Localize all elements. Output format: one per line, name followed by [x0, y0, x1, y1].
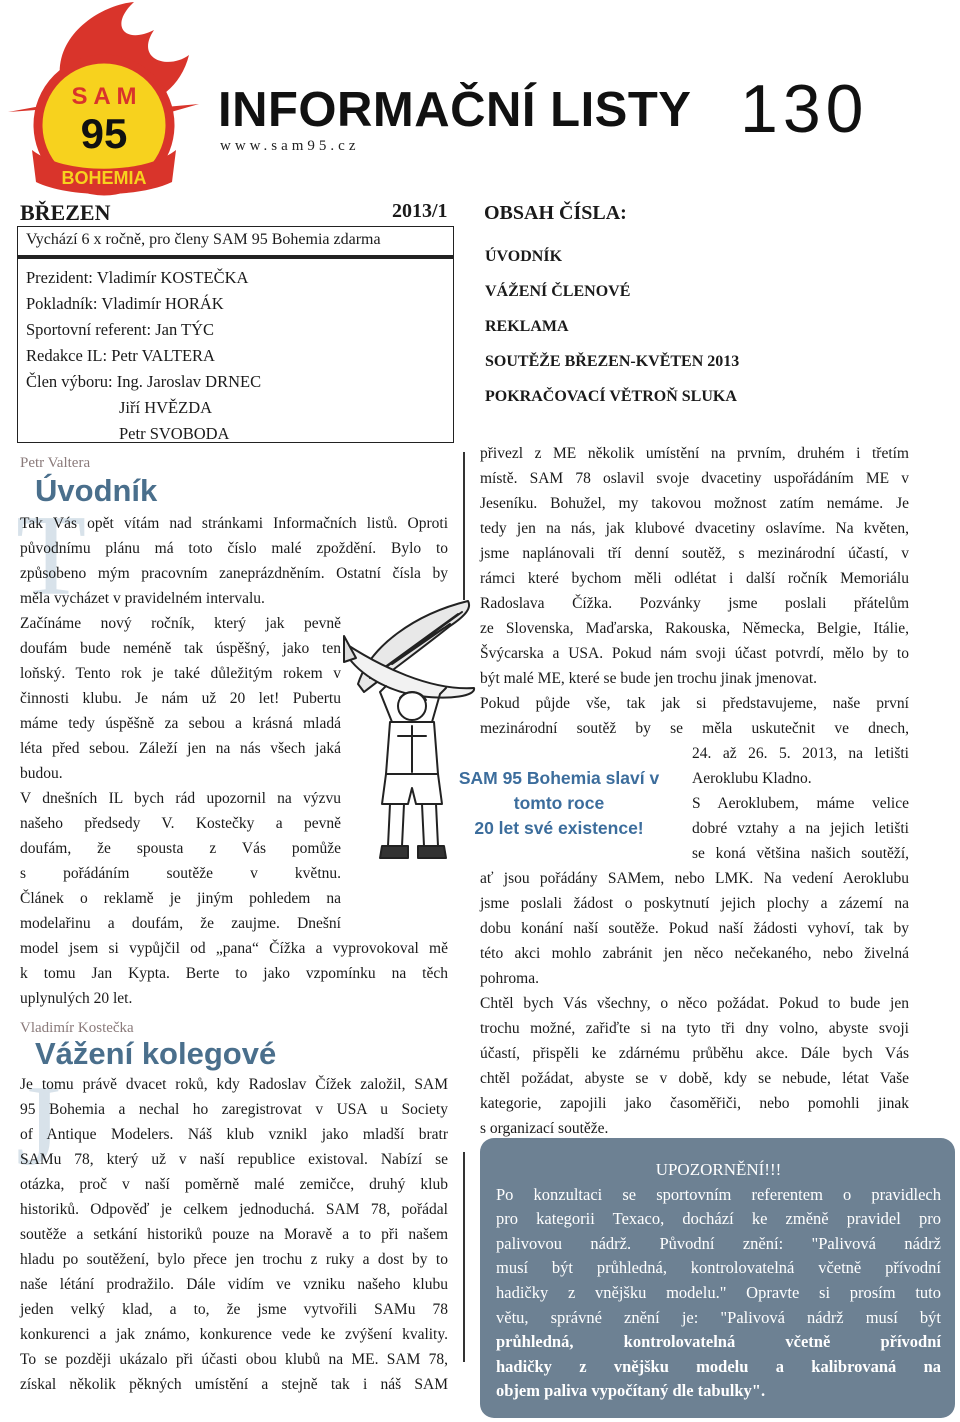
- text-line: 24. až 26. 5. 2013, na letišti: [692, 745, 909, 762]
- text-line: 95 Bohemia a nechal ho zaregistrovat v USA u Society: [20, 1101, 448, 1118]
- right-column-body-bottom: [480, 866, 909, 1141]
- website-link[interactable]: www.sam95.cz: [220, 138, 360, 154]
- text-line: činnosti klubu. Je nám už 20 let! Pubertu: [20, 690, 341, 707]
- text-line: jsme naplánovali tří denní soutěž, s mezinárodní účastí, v: [480, 545, 909, 562]
- logo-bohemia-text: BOHEMIA: [61, 168, 147, 188]
- text-line: model jsem si vypůjčil od „pana“ Čížka a vyprovokoval mě: [20, 940, 448, 957]
- text-line: získal několik pěkných umístění a stejně tak i náš SAM: [20, 1376, 448, 1393]
- text-line: soutěže a setkání historiků pouze na Moravě a to při našem: [20, 1226, 448, 1243]
- text-line: otázka, proč v naší poměrně malé zemičce, druhý klub: [20, 1176, 448, 1193]
- notice-box: [480, 1138, 955, 1418]
- notice-line: pro kategorii Texaco, dochází ke změně pravidel pro: [496, 1209, 941, 1229]
- text-line: se koná většina našich soutěží,: [692, 845, 909, 862]
- text-line: jsme poslali žádost o poskytnutí jejich plochy a zázemí na: [480, 895, 909, 912]
- article2-author: Vladimír Kostečka: [20, 1020, 134, 1036]
- infobox-line: Redakce IL: Petr VALTERA: [26, 346, 215, 365]
- article2-dropcap: J: [16, 1062, 61, 1189]
- notice-line: hadičky z vnějšku modelu." Opravte si prosím tuto: [496, 1282, 941, 1302]
- text-line: této akci mohlo zabránit jen něco nečekaného, nebo živelná: [480, 945, 909, 962]
- text-line: Tak Vás opět vítám nad stránkami Informačních listů. Oproti: [20, 515, 448, 532]
- text-line: původnímu plánu má toto číslo malé zpoždění. Bylo to: [20, 540, 448, 557]
- right-column-body-top: [480, 441, 909, 741]
- text-line: Jeseníku. Bohužel, my takovou možnost zatím nemáme. Je: [480, 495, 909, 512]
- infobox-line: Prezident: Vladimír KOSTEČKA: [26, 268, 249, 287]
- notice-line: větu, správné znění je: "Palivová nádrž musí být: [496, 1307, 941, 1327]
- text-line: of Antique Modelers. Náš klub vznikl jako mladší bratr: [20, 1126, 448, 1143]
- infobox-line: Člen výboru: Ing. Jaroslav DRNEC: [26, 372, 262, 391]
- text-line: dobu konání naší soutěže. Pokud naší žádosti vyhoví, tak by: [480, 920, 909, 937]
- logo-sam-text: S A M: [71, 83, 137, 110]
- notice-line: Po konzultaci se sportovním referentem o pravidlech: [496, 1184, 941, 1204]
- column-divider-bottom: [463, 1152, 465, 1362]
- quote-line: 20 let své existence!: [474, 818, 644, 838]
- text-line: doufám, že spousta z Vás pomůže: [20, 840, 341, 857]
- text-line: Švýcarska a USA. Pokud nám svoji účast potvrdí, mělo by to: [480, 645, 909, 662]
- article2-body: [20, 1072, 448, 1397]
- notice-line: hadičky z vnějšku modelu a kalibrovaná na: [496, 1356, 941, 1376]
- text-line: s pořádáním soutěže v květnu.: [20, 865, 341, 882]
- text-line: hladu po soutěžení, bylo přece jen trochu z ruky a dost by to: [20, 1251, 448, 1268]
- text-line: přivezl z ME několik umístění na prvním, druhém i třetím: [480, 445, 909, 462]
- logo-95-text: 95: [80, 110, 128, 157]
- masthead-title: INFORMAČNÍ LISTY: [218, 83, 692, 137]
- article2-heading: Vážení kolegové: [35, 1036, 277, 1071]
- sam95-bohemia-logo: [4, 0, 204, 200]
- text-line: léta před sebou. Záleží jen na nás všech jaká: [20, 740, 341, 757]
- text-line: historiků. Odpověď je celkem jednoduchá. SAM 78, pořádal: [20, 1201, 448, 1218]
- notice-line: průhledná, kontrolovatelná včetně přívodní: [496, 1332, 941, 1352]
- text-line: kategorie, zapojili jako časoměřiči, nebo pomohli jinak: [480, 1095, 909, 1112]
- text-line: mezinárodní soutěž by se měla uskutečnit ve dnech,: [480, 720, 909, 737]
- text-line: S Aeroklubem, máme velice: [692, 795, 909, 812]
- text-line: místě. SAM 78 oslavil svoje dvacetiny uspořádáním ME v: [480, 470, 909, 487]
- toc-item[interactable]: ÚVODNÍK: [485, 248, 563, 265]
- toc-title: OBSAH ČÍSLA:: [484, 202, 627, 224]
- toc-item[interactable]: POKRAČOVACÍ VĚTROŇ SLUKA: [485, 388, 737, 405]
- article1-heading: Úvodník: [35, 473, 158, 508]
- text-line: způsobeno mým pracovním zaneprázdněním. Ostatní čísla by: [20, 565, 448, 582]
- text-line: jeden velký klad, a to, že jsme vytvořili SAMu 78: [20, 1301, 448, 1318]
- notice-line: palivovou nádrž. Původní znění: "Palivová nádrž: [496, 1233, 941, 1253]
- text-line: Chtěl bych Vás všechny, o něco požádat. Pokud to bude jen: [480, 995, 909, 1012]
- quote-line: SAM 95 Bohemia slaví v: [458, 768, 660, 788]
- text-line: tedy jen na nás, jak klubové dvacetiny oslavíme. Na květen,: [480, 520, 909, 537]
- toc-item[interactable]: SOUTĚŽE BŘEZEN-KVĚTEN 2013: [485, 353, 740, 370]
- infobox-line: Sportovní referent: Jan TÝC: [26, 320, 215, 339]
- text-line: Pokud půjde vše, tak jak si představujeme, naše první: [480, 695, 909, 712]
- text-line: Je tomu právě dvacet roků, kdy Radoslav Čížek založil, SAM: [20, 1076, 448, 1093]
- text-line: doufám bude neméně tak úspěšný, jako ten: [20, 640, 341, 657]
- text-line: V dnešních IL bych rád upozornil na výzvu: [20, 790, 341, 807]
- toc-item[interactable]: REKLAMA: [485, 318, 569, 335]
- anniversary-pull-quote: [434, 766, 684, 841]
- text-line: Aeroklubu Kladno.: [692, 770, 812, 787]
- notice-line: objem paliva vypočítaný dle tabulky".: [496, 1381, 766, 1401]
- text-line: budou.: [20, 765, 63, 782]
- infobox-line: Pokladník: Vladimír HORÁK: [26, 294, 224, 313]
- notice-title: UPOZORNĚNÍ!!!: [655, 1160, 782, 1179]
- issue-month: BŘEZEN: [20, 200, 111, 225]
- article1-body-end: [20, 936, 448, 1011]
- text-line: být malé ME, které se bude jen trochu jinak jmenovat.: [480, 670, 818, 687]
- text-line: konkurenci a jak známo, konkurence vede ke zvýšení kvality.: [20, 1326, 448, 1343]
- infobox-line: Petr SVOBODA: [119, 424, 230, 443]
- text-line: chtěl požádat, abyste se v době, kdy se nebude, létat Vaše: [480, 1070, 909, 1087]
- text-line: účastí, přispěli ke zdárnému průběhu akce. Dále bych Vás: [480, 1045, 909, 1062]
- right-column-body-aside: [692, 741, 909, 866]
- infobox-members: [17, 255, 454, 443]
- issue-number: 130: [740, 71, 869, 147]
- text-line: To se později ukázalo při účasti obou klubů na ME. SAM 78,: [20, 1351, 448, 1368]
- toc-list: [485, 246, 739, 421]
- text-line: Začínáme nový ročník, který jak pevně: [20, 615, 341, 632]
- text-line: uplynulých 20 let.: [20, 990, 133, 1007]
- text-line: pohroma.: [480, 970, 539, 987]
- text-line: ze Slovenska, Maďarska, Rakouska, Německa, Belgie, Itálie,: [480, 620, 909, 637]
- text-line: loňský. Tento rok je také důležitým rokem v: [20, 665, 341, 682]
- article1-dropcap: T: [16, 492, 87, 619]
- article1-author: Petr Valtera: [20, 455, 91, 471]
- infobox-line: Jiří HVĚZDA: [119, 398, 213, 417]
- quote-line: tomto roce: [513, 793, 605, 813]
- text-line: s organizací soutěže.: [480, 1120, 609, 1137]
- column-divider-top: [463, 452, 465, 600]
- text-line: trochu možné, zařiďte si na tyto tři dny volno, abyste svoji: [480, 1020, 909, 1037]
- article1-body-narrow: [20, 611, 341, 936]
- article1-body-wide: [20, 511, 448, 611]
- text-line: naše létání prodražilo. Dále vidím ve vzniku našeho klubu: [20, 1276, 448, 1293]
- toc-item[interactable]: VÁŽENÍ ČLENOVÉ: [485, 283, 631, 300]
- text-line: modelařinu a doufám, že zaujme. Dnešní: [20, 915, 341, 932]
- text-line: Radoslava Čížka. Pozvánky jsme poslali přátelům: [480, 595, 909, 612]
- text-line: našeho předsedy V. Kostečky a pevně: [20, 815, 341, 832]
- infobox-header: Vychází 6 x ročně, pro členy SAM 95 Bohemia zdarma: [17, 226, 454, 256]
- notice-line: musí být průhledná, kontrolovatelná včetně přívodní: [496, 1258, 941, 1278]
- text-line: měla vycházet v pravidelném intervalu.: [20, 590, 265, 607]
- text-line: Článek o reklamě je jiným pohledem na: [20, 890, 341, 907]
- text-line: ať jsou pořádány SAMem, nebo LMK. Na vedení Aeroklubu: [480, 870, 909, 887]
- text-line: k tomu Jan Kypta. Berte to jako vzpomínku na těch: [20, 965, 448, 982]
- text-line: rámci které bychom měli odlétat i další ročník Memoriálu: [480, 570, 909, 587]
- text-line: SAMu 78, který už v naší republice existoval. Nabízí se: [20, 1151, 448, 1168]
- issue-code: 2013/1: [392, 200, 448, 222]
- text-line: máme tedy úspěšně za sebou a krásná mladá: [20, 715, 341, 732]
- text-line: dobré vztahy a na jejich letišti: [692, 820, 909, 837]
